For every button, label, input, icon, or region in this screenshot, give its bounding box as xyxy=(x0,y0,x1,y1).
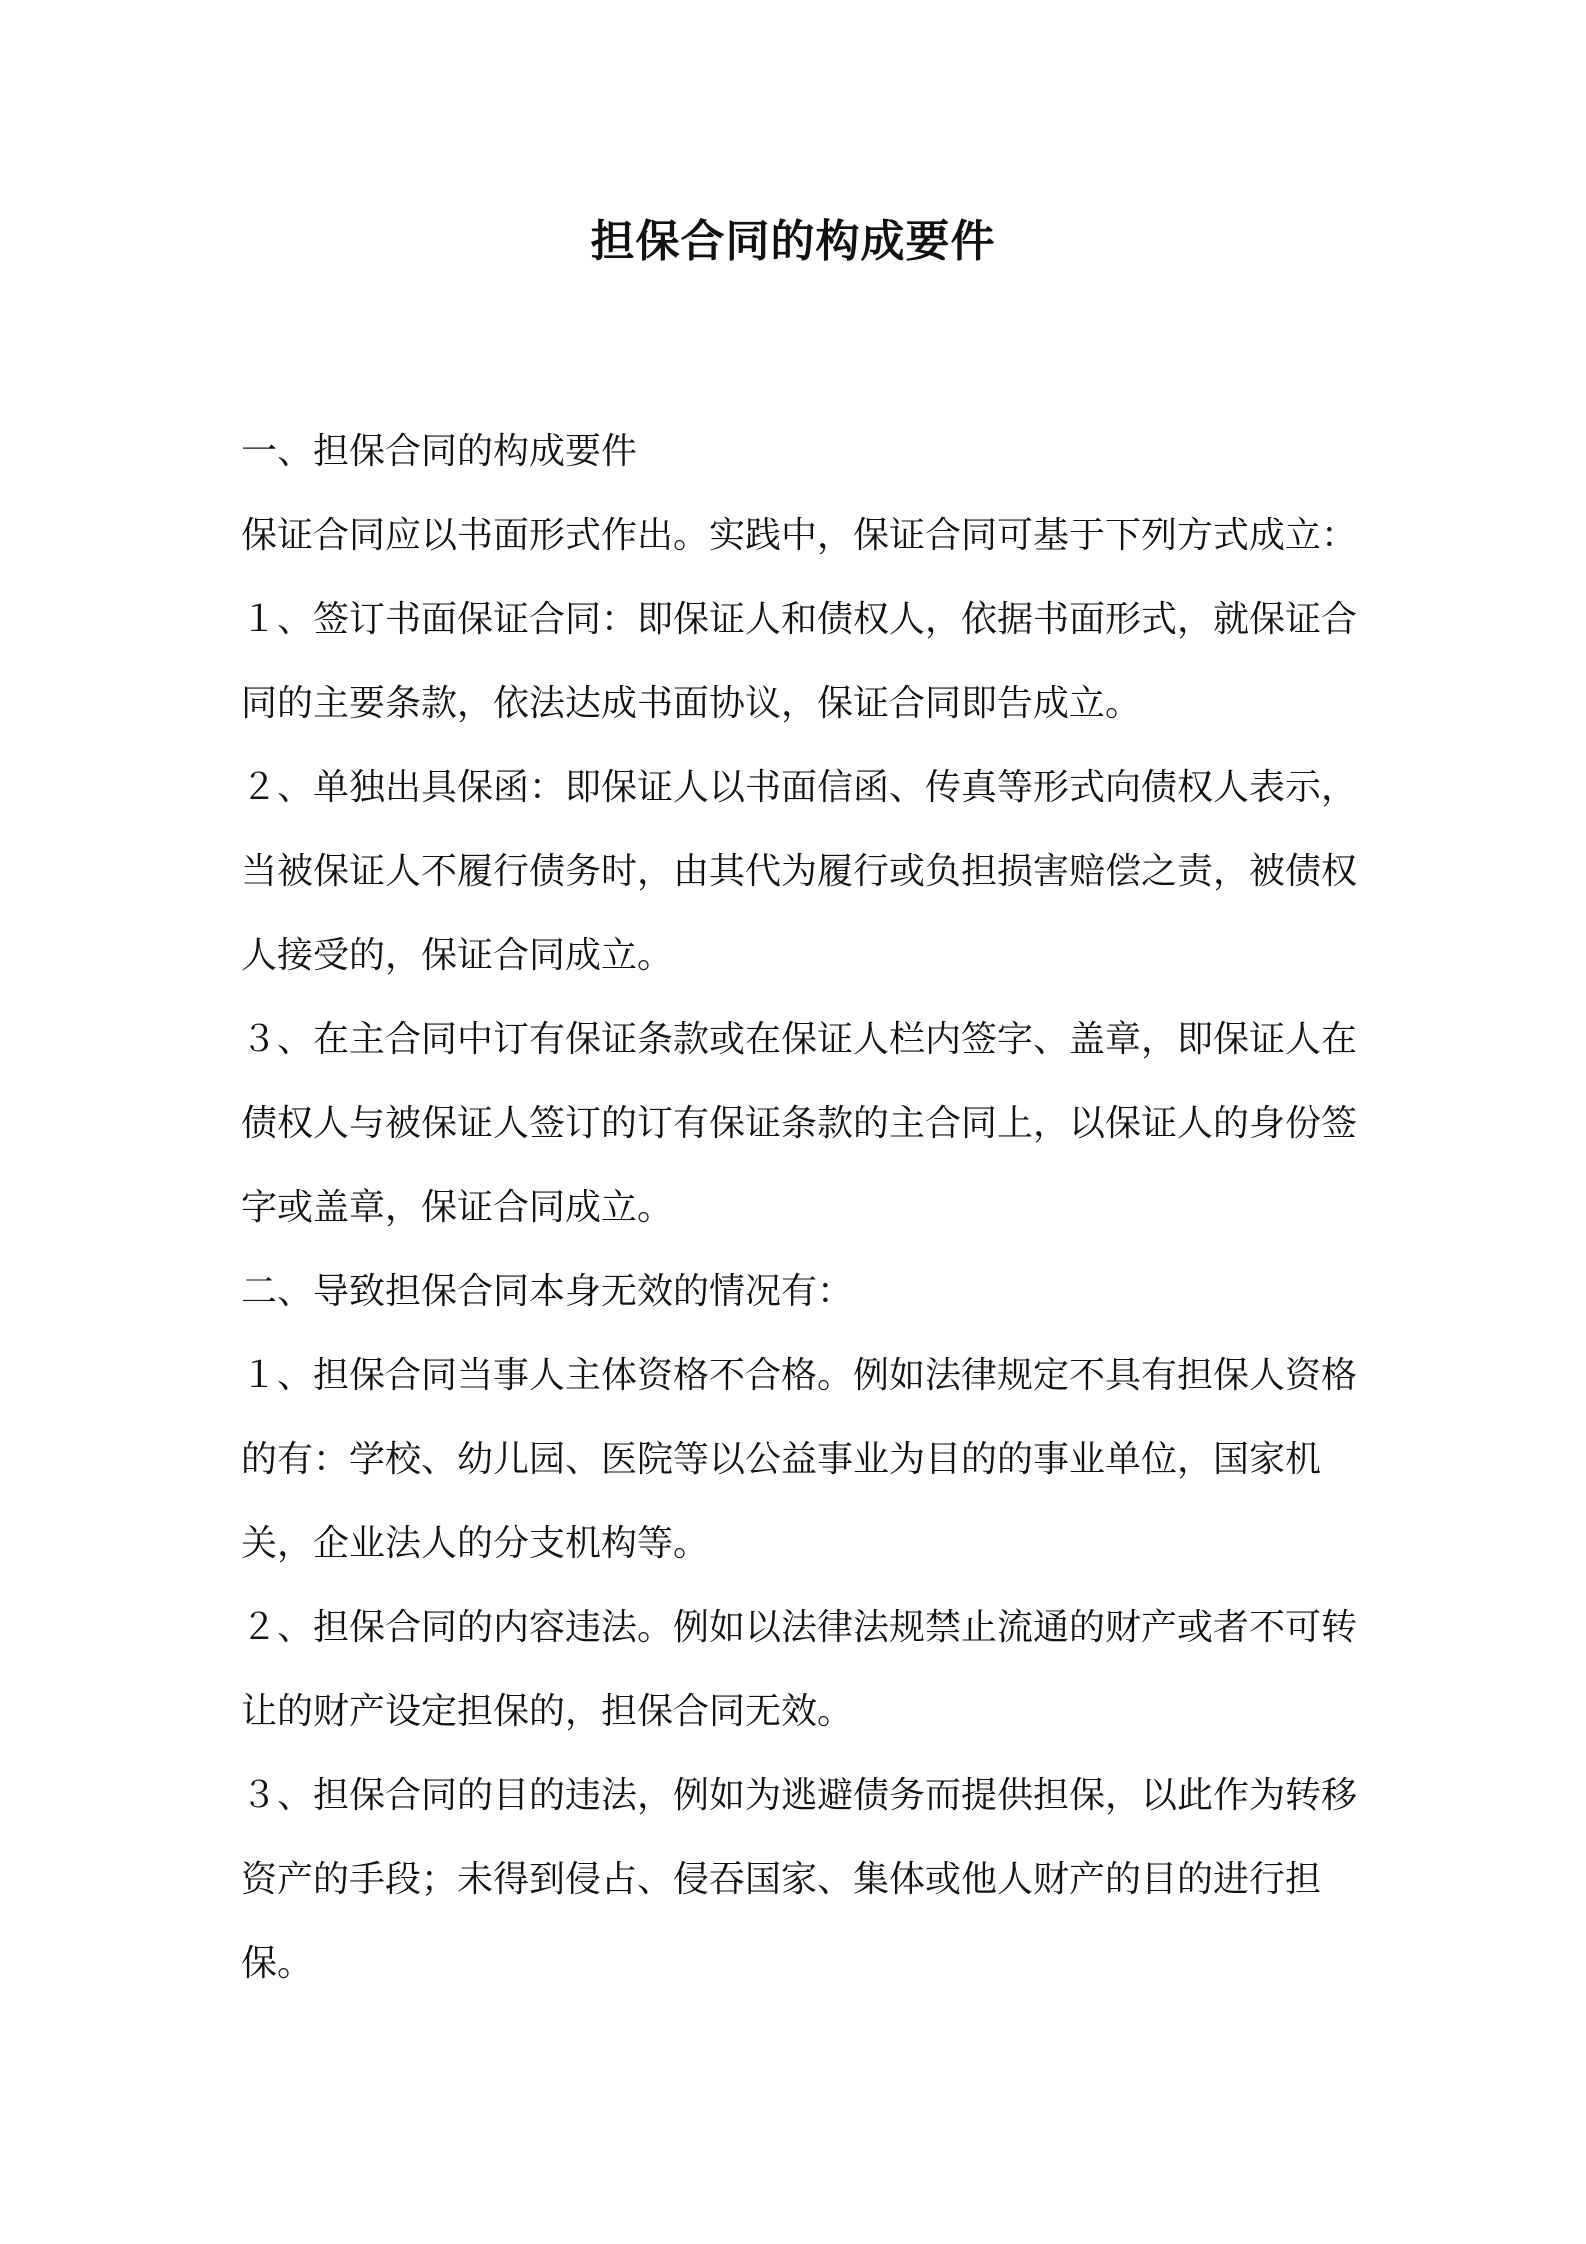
section-heading-2: 二、导致担保合同本身无效的情况有： xyxy=(241,1271,854,1312)
paragraph-invalid-3: ３、担保合同的目的违法，例如为逃避债务而提供担保，以此作为转移资产的手段；未得到侵占、侵吞国家、集体或他人财产的目的进行担保。 xyxy=(241,1775,1358,1984)
section-heading-1: 一、担保合同的构成要件 xyxy=(241,431,638,472)
document-body xyxy=(241,410,1361,2006)
paragraph-item-1: １、签订书面保证合同：即保证人和债权人，依据书面形式，就保证合同的主要条款，依法达成书面协议，保证合同即告成立。 xyxy=(241,599,1358,724)
paragraph-invalid-1: １、担保合同当事人主体资格不合格。例如法律规定不具有担保人资格的有：学校、幼儿园、医院等以公益事业为目的的事业单位，国家机关，企业法人的分支机构等。 xyxy=(241,1355,1358,1564)
paragraph-item-2: ２、单独出具保函：即保证人以书面信函、传真等形式向债权人表示，当被保证人不履行债务时，由其代为履行或负担损害赔偿之责，被债权人接受的，保证合同成立。 xyxy=(241,767,1358,976)
paragraph-invalid-2: ２、担保合同的内容违法。例如以法律法规禁止流通的财产或者不可转让的财产设定担保的，担保合同无效。 xyxy=(241,1607,1358,1732)
document-title: 担保合同的构成要件 xyxy=(590,216,996,267)
paragraph-item-3: ３、在主合同中订有保证条款或在保证人栏内签字、盖章，即保证人在债权人与被保证人签订的订有保证条款的主合同上，以保证人的身份签字或盖章，保证合同成立。 xyxy=(241,1019,1358,1228)
paragraph-intro: 保证合同应以书面形式作出。实践中，保证合同可基于下列方式成立： xyxy=(241,515,1358,556)
